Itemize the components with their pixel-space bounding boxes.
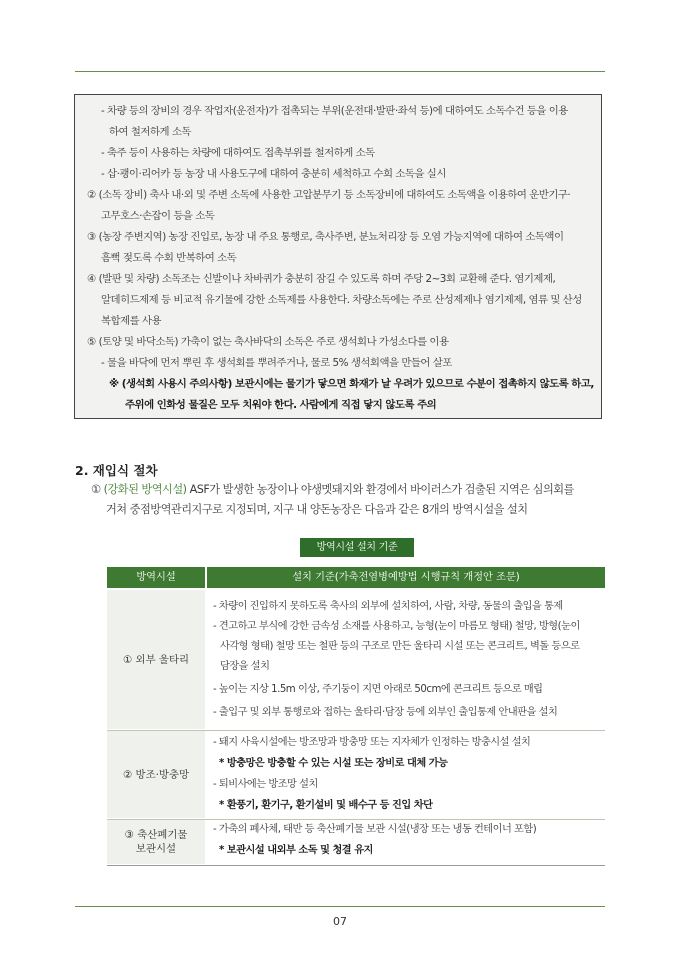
row-label-waste-storage-line-2: 보관시설: [135, 843, 177, 855]
row-label-waste-storage-line-1: ③ 축산폐기물: [124, 829, 188, 841]
table-caption: 방역시설 설치 기준: [300, 538, 414, 557]
row-label-waste-storage: [107, 820, 205, 864]
table-cell-line: - 높이는 지상 1.5m 이상, 주기둥이 지면 아래로 50cm에 콘크리트 등으로 매립: [213, 684, 543, 695]
box-line-8: 흠뻑 젖도록 수회 반복하여 소독: [101, 252, 237, 264]
box-line-9: ④ (발판 및 차량) 소독조는 신발이나 차바퀴가 충분히 잠길 수 있도록 하며 주당 2∼3회 교환해 준다. 염기제제,: [87, 273, 556, 285]
table-cell-line: - 출입구 및 외부 통행로와 접하는 울타리·담장 등에 외부인 출입통제 안내판을 설치: [213, 707, 558, 718]
box-line-6: 고무호스·손잡이 등을 소독: [101, 210, 215, 222]
box-line-5: ② (소독 장비) 축사 내·외 및 주변 소독에 사용한 고압분무기 등 소독장비에 대하여도 소독액을 이용하여 운반기구·: [87, 189, 571, 201]
box-line-2: 하여 철저하게 소독: [109, 126, 191, 138]
row-body-outer-fence: [207, 590, 605, 729]
row-label-bird-insect-net: ② 방조·방충망: [107, 731, 205, 818]
box-line-13: - 물을 바닥에 먼저 뿌린 후 생석회를 뿌려주거나, 물로 5% 생석회액을 만들어 살포: [101, 357, 452, 369]
section-paragraph-line-1: [91, 483, 574, 497]
paragraph-highlight: (강화된 방역시설): [103, 483, 187, 496]
row-body-waste-storage: [207, 820, 605, 864]
table-cell-line: 사각형 형태) 철망 또는 철판 등의 구조로 만든 울타리 시설 또는 콘크리트, 벽돌 등으로: [220, 641, 580, 652]
box-line-3: - 축주 등이 사용하는 차량에 대하여도 접촉부위를 철저하게 소독: [101, 147, 375, 159]
table-cell-line: 담장을 설치: [220, 661, 270, 672]
page-number: 07: [333, 915, 347, 928]
table-cell-line: - 돼지 사육시설에는 방조망과 방충망 또는 지자체가 인정하는 방충시설 설치: [213, 737, 531, 748]
box-line-4: - 삽·괭이·리어카 등 농장 내 사용도구에 대하여 충분히 세척하고 수희 소독을 실시: [101, 168, 446, 180]
box-caution-line-1: ※ (생석회 사용시 주의사항) 보관시에는 물기가 닿으면 화재가 날 우려가 있으므로 수분이 접촉하지 않도록 하고,: [109, 378, 594, 390]
bottom-rule: [75, 906, 605, 907]
table-cell-note: * 보관시설 내외부 소독 및 청결 유지: [219, 845, 373, 856]
paragraph-number: ①: [91, 483, 104, 496]
table-cell-note: * 환풍기, 환기구, 환기설비 및 배수구 등 진입 차단: [219, 800, 433, 811]
box-line-11: 복합제를 사용: [101, 315, 162, 327]
table-header-facility: 방역시설: [107, 567, 205, 588]
row-body-bird-insect-net: [207, 731, 605, 818]
table-cell-line: - 퇴비사에는 방조망 설치: [213, 779, 318, 790]
box-caution-line-2: 주위에 인화성 물질은 모두 치워야 한다. 사람에게 직접 닿지 않도록 주의: [125, 399, 437, 411]
table-cell-note: * 방충망은 방충할 수 있는 시설 또는 장비로 대체 가능: [219, 758, 448, 769]
table-cell-line: - 견고하고 부식에 강한 금속성 소재를 사용하고, 능형(눈이 마름모 형태) 철망, 방형(눈이: [213, 621, 580, 632]
section-title: 2. 재입식 절차: [75, 463, 158, 478]
top-rule: [75, 71, 605, 72]
section-paragraph-line-2: 거쳐 중점방역관리지구로 지정되며, 지구 내 양돈농장은 다음과 같은 8개의 방역시설을 설치: [106, 503, 528, 516]
paragraph-text: ASF가 발생한 농장이나 야생멧돼지와 환경에서 바이러스가 검출된 지역은 심의회를: [186, 483, 574, 496]
box-line-10: 알데히드제제 등 비교적 유기물에 강한 소독제를 사용한다. 차량소독에는 주로 산성제제나 염기제제, 염류 및 산성: [101, 294, 582, 306]
box-line-7: ③ (농장 주변지역) 농장 진입로, 농장 내 주요 통행로, 축사주변, 분뇨처리장 등 오염 가능지역에 대하여 소독액이: [87, 231, 564, 243]
table-bottom-rule: [107, 865, 605, 866]
table-cell-line: - 차량이 진입하지 못하도록 축사의 외부에 설치하여, 사람, 차량, 동물의 출입을 통제: [213, 601, 563, 612]
table-cell-line: - 가축의 폐사체, 태반 등 축산폐기물 보관 시설(냉장 또는 냉동 컨테이너 포함): [213, 824, 537, 835]
table-header-criteria: 설치 기준(가축전염병예방법 시행규칙 개정안 조문): [207, 567, 605, 588]
box-line-1: - 차량 등의 장비의 경우 작업자(운전자)가 접촉되는 부위(운전대·발판·좌석 등)에 대하여도 소독수건 등을 이용: [101, 105, 568, 117]
disinfection-notice-box: [74, 94, 602, 419]
box-line-12: ⑤ (토양 및 바닥소독) 가축이 없는 축사바닥의 소독은 주로 생석회나 가성소다를 이용: [87, 336, 449, 348]
row-label-outer-fence: ① 외부 울타리: [107, 590, 205, 729]
